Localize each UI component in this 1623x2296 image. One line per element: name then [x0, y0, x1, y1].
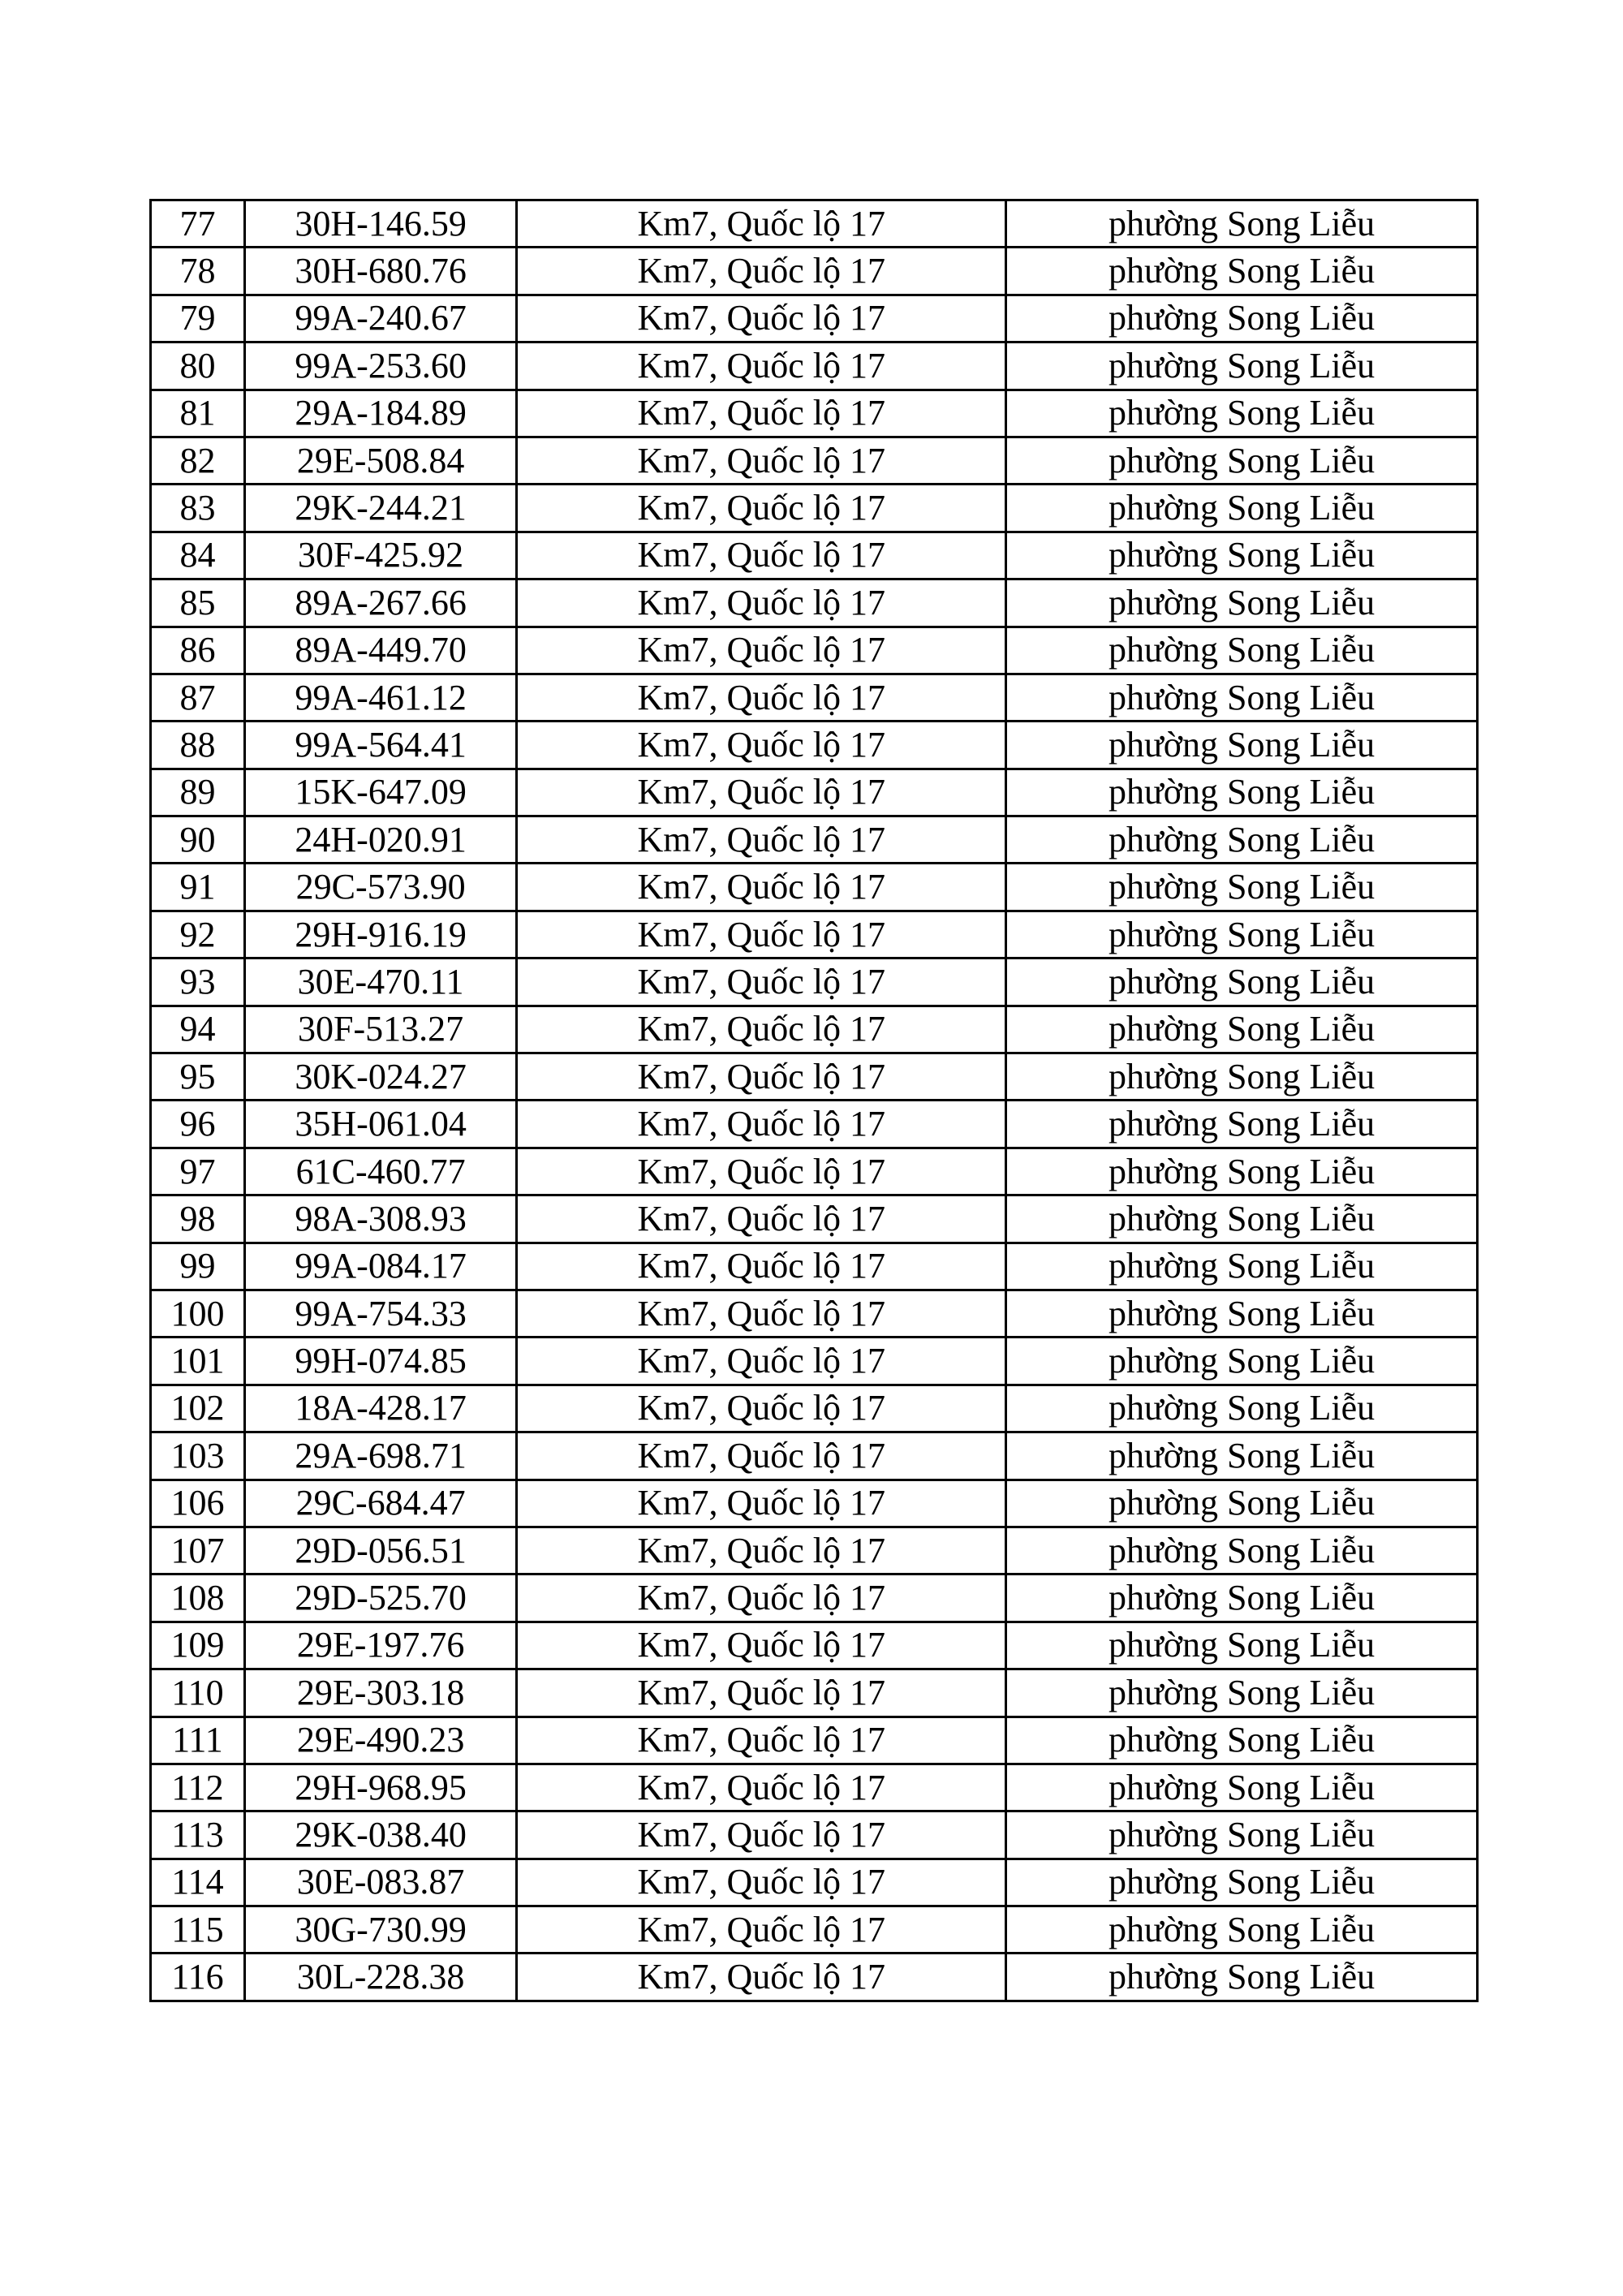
table-body — [151, 200, 1478, 2001]
license-plate-cell: 99A-084.17 — [244, 1243, 516, 1290]
ward-cell: phường Song Liễu — [1006, 1101, 1478, 1148]
ward-cell: phường Song Liễu — [1006, 1717, 1478, 1764]
table-row — [151, 1385, 1478, 1432]
row-number-cell: 96 — [151, 1101, 245, 1148]
license-plate-cell: 99A-754.33 — [244, 1290, 516, 1337]
row-number-cell: 107 — [151, 1527, 245, 1574]
location-cell: Km7, Quốc lộ 17 — [517, 864, 1006, 911]
location-cell: Km7, Quốc lộ 17 — [517, 1385, 1006, 1432]
location-cell: Km7, Quốc lộ 17 — [517, 390, 1006, 437]
location-cell: Km7, Quốc lộ 17 — [517, 1669, 1006, 1717]
table-row — [151, 1622, 1478, 1669]
ward-cell: phường Song Liễu — [1006, 958, 1478, 1006]
row-number-cell: 93 — [151, 958, 245, 1006]
location-cell: Km7, Quốc lộ 17 — [517, 1006, 1006, 1053]
license-plate-cell: 29D-525.70 — [244, 1574, 516, 1622]
ward-cell: phường Song Liễu — [1006, 674, 1478, 721]
table-row — [151, 1717, 1478, 1764]
row-number-cell: 84 — [151, 532, 245, 579]
table-row — [151, 911, 1478, 958]
table-row — [151, 1101, 1478, 1148]
row-number-cell: 112 — [151, 1764, 245, 1811]
row-number-cell: 115 — [151, 1906, 245, 1954]
row-number-cell: 80 — [151, 342, 245, 390]
license-plate-cell: 30G-730.99 — [244, 1906, 516, 1954]
license-plate-cell: 30F-425.92 — [244, 532, 516, 579]
table-row — [151, 1243, 1478, 1290]
row-number-cell: 98 — [151, 1195, 245, 1243]
ward-cell: phường Song Liễu — [1006, 1622, 1478, 1669]
table-row — [151, 769, 1478, 816]
row-number-cell: 86 — [151, 627, 245, 674]
table-row — [151, 864, 1478, 911]
ward-cell: phường Song Liễu — [1006, 579, 1478, 627]
license-plate-cell: 15K-647.09 — [244, 769, 516, 816]
row-number-cell: 83 — [151, 485, 245, 532]
ward-cell: phường Song Liễu — [1006, 1243, 1478, 1290]
location-cell: Km7, Quốc lộ 17 — [517, 1527, 1006, 1574]
row-number-cell: 99 — [151, 1243, 245, 1290]
license-plate-cell: 29E-508.84 — [244, 437, 516, 484]
row-number-cell: 90 — [151, 816, 245, 864]
table-row — [151, 1290, 1478, 1337]
ward-cell: phường Song Liễu — [1006, 295, 1478, 342]
location-cell: Km7, Quốc lộ 17 — [517, 248, 1006, 295]
ward-cell: phường Song Liễu — [1006, 722, 1478, 769]
location-cell: Km7, Quốc lộ 17 — [517, 816, 1006, 864]
row-number-cell: 91 — [151, 864, 245, 911]
ward-cell: phường Song Liễu — [1006, 248, 1478, 295]
table-row — [151, 295, 1478, 342]
table-row — [151, 342, 1478, 390]
license-plate-cell: 30L-228.38 — [244, 1954, 516, 2001]
location-cell: Km7, Quốc lộ 17 — [517, 1053, 1006, 1101]
license-plate-cell: 29K-038.40 — [244, 1811, 516, 1859]
location-cell: Km7, Quốc lộ 17 — [517, 1764, 1006, 1811]
location-cell: Km7, Quốc lộ 17 — [517, 200, 1006, 248]
location-cell: Km7, Quốc lộ 17 — [517, 1243, 1006, 1290]
location-cell: Km7, Quốc lộ 17 — [517, 342, 1006, 390]
table-row — [151, 1954, 1478, 2001]
location-cell: Km7, Quốc lộ 17 — [517, 1480, 1006, 1527]
location-cell: Km7, Quốc lộ 17 — [517, 1148, 1006, 1195]
row-number-cell: 94 — [151, 1006, 245, 1053]
license-plate-cell: 61C-460.77 — [244, 1148, 516, 1195]
ward-cell: phường Song Liễu — [1006, 1574, 1478, 1622]
table-row — [151, 1338, 1478, 1385]
table-row — [151, 722, 1478, 769]
license-plate-cell: 29A-184.89 — [244, 390, 516, 437]
row-number-cell: 79 — [151, 295, 245, 342]
ward-cell: phường Song Liễu — [1006, 1764, 1478, 1811]
location-cell: Km7, Quốc lộ 17 — [517, 769, 1006, 816]
location-cell: Km7, Quốc lộ 17 — [517, 722, 1006, 769]
table-row — [151, 390, 1478, 437]
row-number-cell: 77 — [151, 200, 245, 248]
ward-cell: phường Song Liễu — [1006, 390, 1478, 437]
table-row — [151, 1811, 1478, 1859]
ward-cell: phường Song Liễu — [1006, 1527, 1478, 1574]
ward-cell: phường Song Liễu — [1006, 1811, 1478, 1859]
table-row — [151, 1574, 1478, 1622]
table-row — [151, 674, 1478, 721]
ward-cell: phường Song Liễu — [1006, 627, 1478, 674]
license-plate-cell: 30H-680.76 — [244, 248, 516, 295]
location-cell: Km7, Quốc lộ 17 — [517, 1338, 1006, 1385]
row-number-cell: 87 — [151, 674, 245, 721]
table-row — [151, 532, 1478, 579]
license-plate-cell: 29D-056.51 — [244, 1527, 516, 1574]
license-plate-cell: 29A-698.71 — [244, 1432, 516, 1480]
row-number-cell: 89 — [151, 769, 245, 816]
license-plate-cell: 30K-024.27 — [244, 1053, 516, 1101]
table-row — [151, 958, 1478, 1006]
license-plate-cell: 99A-564.41 — [244, 722, 516, 769]
vehicle-plate-table — [149, 199, 1479, 2002]
location-cell: Km7, Quốc lộ 17 — [517, 1432, 1006, 1480]
location-cell: Km7, Quốc lộ 17 — [517, 1906, 1006, 1954]
license-plate-cell: 89A-449.70 — [244, 627, 516, 674]
table-row — [151, 579, 1478, 627]
table-row — [151, 1148, 1478, 1195]
license-plate-cell: 30H-146.59 — [244, 200, 516, 248]
license-plate-cell: 29E-490.23 — [244, 1717, 516, 1764]
license-plate-cell: 18A-428.17 — [244, 1385, 516, 1432]
row-number-cell: 88 — [151, 722, 245, 769]
license-plate-cell: 29E-303.18 — [244, 1669, 516, 1717]
ward-cell: phường Song Liễu — [1006, 200, 1478, 248]
table-row — [151, 1432, 1478, 1480]
table-row — [151, 437, 1478, 484]
row-number-cell: 108 — [151, 1574, 245, 1622]
location-cell: Km7, Quốc lộ 17 — [517, 1574, 1006, 1622]
table-row — [151, 1669, 1478, 1717]
row-number-cell: 81 — [151, 390, 245, 437]
license-plate-cell: 29E-197.76 — [244, 1622, 516, 1669]
row-number-cell: 106 — [151, 1480, 245, 1527]
license-plate-cell: 24H-020.91 — [244, 816, 516, 864]
table-row — [151, 1195, 1478, 1243]
license-plate-cell: 29C-573.90 — [244, 864, 516, 911]
location-cell: Km7, Quốc lộ 17 — [517, 674, 1006, 721]
license-plate-cell: 89A-267.66 — [244, 579, 516, 627]
location-cell: Km7, Quốc lộ 17 — [517, 1811, 1006, 1859]
license-plate-cell: 30E-083.87 — [244, 1859, 516, 1906]
location-cell: Km7, Quốc lộ 17 — [517, 532, 1006, 579]
row-number-cell: 109 — [151, 1622, 245, 1669]
row-number-cell: 97 — [151, 1148, 245, 1195]
ward-cell: phường Song Liễu — [1006, 1480, 1478, 1527]
license-plate-cell: 30E-470.11 — [244, 958, 516, 1006]
license-plate-cell: 99H-074.85 — [244, 1338, 516, 1385]
ward-cell: phường Song Liễu — [1006, 1954, 1478, 2001]
location-cell: Km7, Quốc lộ 17 — [517, 1717, 1006, 1764]
license-plate-cell: 98A-308.93 — [244, 1195, 516, 1243]
license-plate-cell: 99A-240.67 — [244, 295, 516, 342]
row-number-cell: 110 — [151, 1669, 245, 1717]
row-number-cell: 85 — [151, 579, 245, 627]
row-number-cell: 100 — [151, 1290, 245, 1337]
table-row — [151, 1906, 1478, 1954]
table-row — [151, 1764, 1478, 1811]
location-cell: Km7, Quốc lộ 17 — [517, 911, 1006, 958]
table-row — [151, 1053, 1478, 1101]
ward-cell: phường Song Liễu — [1006, 1006, 1478, 1053]
license-plate-cell: 99A-461.12 — [244, 674, 516, 721]
location-cell: Km7, Quốc lộ 17 — [517, 1954, 1006, 2001]
ward-cell: phường Song Liễu — [1006, 532, 1478, 579]
table-row — [151, 1006, 1478, 1053]
location-cell: Km7, Quốc lộ 17 — [517, 437, 1006, 484]
table-row — [151, 627, 1478, 674]
ward-cell: phường Song Liễu — [1006, 1906, 1478, 1954]
location-cell: Km7, Quốc lộ 17 — [517, 295, 1006, 342]
row-number-cell: 82 — [151, 437, 245, 484]
row-number-cell: 113 — [151, 1811, 245, 1859]
row-number-cell: 114 — [151, 1859, 245, 1906]
ward-cell: phường Song Liễu — [1006, 1432, 1478, 1480]
ward-cell: phường Song Liễu — [1006, 1290, 1478, 1337]
location-cell: Km7, Quốc lộ 17 — [517, 1622, 1006, 1669]
license-plate-cell: 29C-684.47 — [244, 1480, 516, 1527]
ward-cell: phường Song Liễu — [1006, 1053, 1478, 1101]
location-cell: Km7, Quốc lộ 17 — [517, 958, 1006, 1006]
ward-cell: phường Song Liễu — [1006, 816, 1478, 864]
row-number-cell: 101 — [151, 1338, 245, 1385]
license-plate-cell: 29H-968.95 — [244, 1764, 516, 1811]
ward-cell: phường Song Liễu — [1006, 1195, 1478, 1243]
table-row — [151, 1859, 1478, 1906]
ward-cell: phường Song Liễu — [1006, 485, 1478, 532]
table-row — [151, 1480, 1478, 1527]
ward-cell: phường Song Liễu — [1006, 437, 1478, 484]
location-cell: Km7, Quốc lộ 17 — [517, 1101, 1006, 1148]
ward-cell: phường Song Liễu — [1006, 342, 1478, 390]
ward-cell: phường Song Liễu — [1006, 1148, 1478, 1195]
license-plate-cell: 29K-244.21 — [244, 485, 516, 532]
ward-cell: phường Song Liễu — [1006, 864, 1478, 911]
ward-cell: phường Song Liễu — [1006, 1859, 1478, 1906]
table-row — [151, 200, 1478, 248]
table-row — [151, 1527, 1478, 1574]
table-row — [151, 248, 1478, 295]
location-cell: Km7, Quốc lộ 17 — [517, 1859, 1006, 1906]
license-plate-cell: 29H-916.19 — [244, 911, 516, 958]
location-cell: Km7, Quốc lộ 17 — [517, 485, 1006, 532]
row-number-cell: 95 — [151, 1053, 245, 1101]
ward-cell: phường Song Liễu — [1006, 1385, 1478, 1432]
ward-cell: phường Song Liễu — [1006, 769, 1478, 816]
table-row — [151, 485, 1478, 532]
row-number-cell: 116 — [151, 1954, 245, 2001]
row-number-cell: 111 — [151, 1717, 245, 1764]
row-number-cell: 102 — [151, 1385, 245, 1432]
location-cell: Km7, Quốc lộ 17 — [517, 627, 1006, 674]
location-cell: Km7, Quốc lộ 17 — [517, 1195, 1006, 1243]
location-cell: Km7, Quốc lộ 17 — [517, 1290, 1006, 1337]
table-row — [151, 816, 1478, 864]
ward-cell: phường Song Liễu — [1006, 1669, 1478, 1717]
license-plate-cell: 35H-061.04 — [244, 1101, 516, 1148]
row-number-cell: 78 — [151, 248, 245, 295]
row-number-cell: 92 — [151, 911, 245, 958]
location-cell: Km7, Quốc lộ 17 — [517, 579, 1006, 627]
ward-cell: phường Song Liễu — [1006, 911, 1478, 958]
license-plate-cell: 30F-513.27 — [244, 1006, 516, 1053]
row-number-cell: 103 — [151, 1432, 245, 1480]
license-plate-cell: 99A-253.60 — [244, 342, 516, 390]
ward-cell: phường Song Liễu — [1006, 1338, 1478, 1385]
